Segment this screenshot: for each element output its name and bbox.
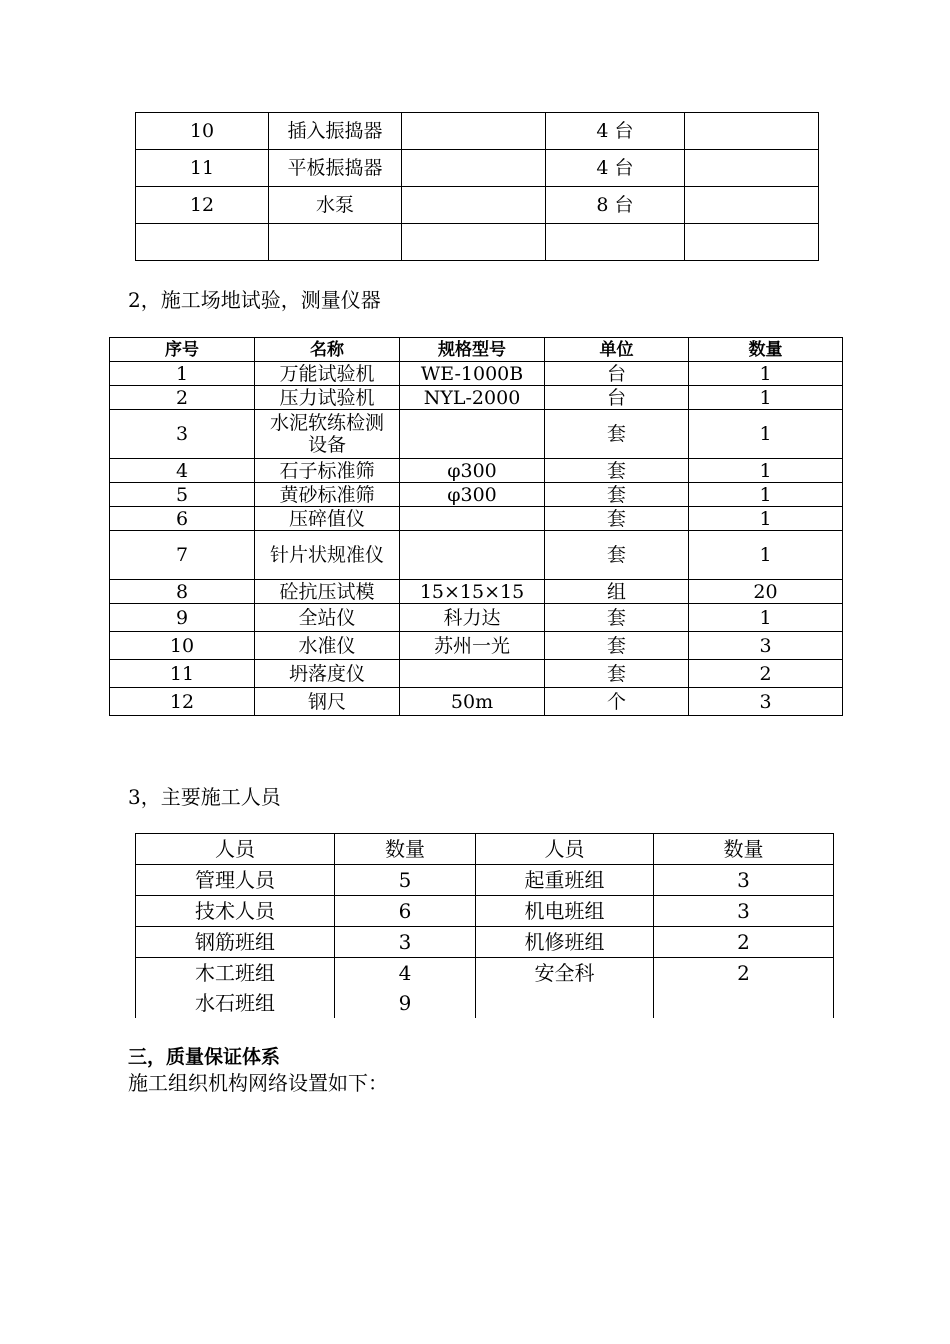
section-heading: 3，主要施工人员	[128, 785, 281, 809]
table-cell: 1	[689, 386, 843, 410]
table-cell: 4	[335, 958, 476, 989]
table-cell: 插入振捣器	[269, 113, 402, 150]
table-cell: 4 台	[546, 113, 685, 150]
table-cell: 2	[654, 927, 834, 958]
table-row	[110, 604, 843, 632]
table-row	[136, 958, 834, 989]
table-cell: 水泵	[269, 187, 402, 224]
table-cell: 砼抗压试模	[255, 580, 400, 604]
table-cell: 1	[689, 483, 843, 507]
table-row	[110, 531, 843, 580]
table-cell: 2	[654, 958, 834, 989]
table-cell: 4	[110, 459, 255, 483]
table-cell: φ300	[400, 459, 545, 483]
table-cell: 坍落度仪	[255, 660, 400, 688]
table-cell: 7	[110, 531, 255, 580]
table-cell	[402, 150, 546, 187]
table-cell: 6	[335, 896, 476, 927]
table-cell: 苏州一光	[400, 632, 545, 660]
table-cell	[402, 113, 546, 150]
table-cell	[685, 150, 819, 187]
table-cell: 12	[136, 187, 269, 224]
table-row	[110, 507, 843, 531]
table-cell: 压碎值仪	[255, 507, 400, 531]
table-cell: 套	[545, 531, 689, 580]
table-cell: 套	[545, 410, 689, 459]
table-cell: 石子标准筛	[255, 459, 400, 483]
table-cell: 水石班组	[136, 988, 335, 1018]
table-cell: 万能试验机	[255, 362, 400, 386]
table-cell: 6	[110, 507, 255, 531]
table-cell: 2	[689, 660, 843, 688]
table-cell: 2	[110, 386, 255, 410]
table-cell	[476, 988, 654, 1018]
table-cell: 8	[110, 580, 255, 604]
table-row	[110, 386, 843, 410]
table-cell: 10	[110, 632, 255, 660]
table-row	[110, 410, 843, 459]
table-cell: 9	[110, 604, 255, 632]
table-cell: 套	[545, 632, 689, 660]
column-header: 序号	[110, 338, 255, 362]
column-header: 单位	[545, 338, 689, 362]
table-header-row	[136, 834, 834, 865]
table-cell: 组	[545, 580, 689, 604]
table-row	[136, 187, 819, 224]
table-cell	[400, 531, 545, 580]
instrument-table	[109, 337, 843, 716]
table-cell: 全站仪	[255, 604, 400, 632]
table-cell: 管理人员	[136, 865, 335, 896]
table-cell: 个	[545, 688, 689, 716]
table-cell: 15×15×15	[400, 580, 545, 604]
table-cell: 机修班组	[476, 927, 654, 958]
table-cell: 4 台	[546, 150, 685, 187]
table-cell: 机电班组	[476, 896, 654, 927]
table-cell: 台	[545, 386, 689, 410]
table-cell: 3	[689, 632, 843, 660]
table-cell	[400, 410, 545, 459]
table-cell: 黄砂标准筛	[255, 483, 400, 507]
table-cell: 10	[136, 113, 269, 150]
table-cell: 3	[689, 688, 843, 716]
table-row	[110, 459, 843, 483]
column-header: 规格型号	[400, 338, 545, 362]
table-cell: 5	[110, 483, 255, 507]
column-header: 人员	[136, 834, 335, 865]
table-cell: 套	[545, 483, 689, 507]
table-cell: 3	[654, 896, 834, 927]
table-cell: 水泥软练检测设备	[255, 410, 400, 459]
table-cell: 12	[110, 688, 255, 716]
table-cell	[546, 224, 685, 261]
table-cell	[654, 988, 834, 1018]
column-header: 人员	[476, 834, 654, 865]
table-cell: 套	[545, 459, 689, 483]
table-cell: 套	[545, 660, 689, 688]
table-cell	[400, 507, 545, 531]
table-cell	[402, 187, 546, 224]
table-row	[136, 896, 834, 927]
table-cell: 压力试验机	[255, 386, 400, 410]
table-row	[110, 362, 843, 386]
personnel-table	[135, 833, 834, 1018]
table-cell: 20	[689, 580, 843, 604]
table-cell: 3	[110, 410, 255, 459]
table-cell	[685, 224, 819, 261]
table-cell	[402, 224, 546, 261]
column-header: 名称	[255, 338, 400, 362]
table-cell: 1	[689, 531, 843, 580]
table-cell	[400, 660, 545, 688]
table-row	[110, 688, 843, 716]
table-row	[136, 927, 834, 958]
table-cell: 平板振捣器	[269, 150, 402, 187]
table-cell	[269, 224, 402, 261]
table-cell: 套	[545, 507, 689, 531]
table-cell	[685, 187, 819, 224]
table-cell: 1	[110, 362, 255, 386]
table-cell: 11	[110, 660, 255, 688]
table-row	[110, 580, 843, 604]
table-cell: 技术人员	[136, 896, 335, 927]
table-row	[110, 483, 843, 507]
table-cell: 钢尺	[255, 688, 400, 716]
table-cell: 50m	[400, 688, 545, 716]
column-header: 数量	[335, 834, 476, 865]
table-row	[136, 150, 819, 187]
table-cell: 钢筋班组	[136, 927, 335, 958]
table-cell: φ300	[400, 483, 545, 507]
table-cell	[136, 224, 269, 261]
table-cell: 木工班组	[136, 958, 335, 989]
table-cell: 水准仪	[255, 632, 400, 660]
paragraph: 施工组织机构网络设置如下：	[128, 1071, 388, 1095]
column-header: 数量	[654, 834, 834, 865]
table-header-row	[110, 338, 843, 362]
table-cell: 针片状规准仪	[255, 531, 400, 580]
table-cell: 1	[689, 507, 843, 531]
table-cell: 1	[689, 604, 843, 632]
table-cell: 9	[335, 988, 476, 1018]
table-cell: 5	[335, 865, 476, 896]
table-cell: 安全科	[476, 958, 654, 989]
table-cell: 台	[545, 362, 689, 386]
table-cell: 3	[335, 927, 476, 958]
table-cell: 起重班组	[476, 865, 654, 896]
table-row	[136, 865, 834, 896]
table-cell: 11	[136, 150, 269, 187]
table-cell: 科力达	[400, 604, 545, 632]
table-cell: 1	[689, 410, 843, 459]
table-row	[110, 632, 843, 660]
table-cell: 8 台	[546, 187, 685, 224]
section-heading-quality: 三，质量保证体系	[128, 1046, 281, 1068]
table-row	[110, 660, 843, 688]
table-row	[136, 224, 819, 261]
column-header: 数量	[689, 338, 843, 362]
table-cell	[685, 113, 819, 150]
table-row	[136, 113, 819, 150]
table-cell: 1	[689, 362, 843, 386]
table-cell: 套	[545, 604, 689, 632]
table-cell: WE-1000B	[400, 362, 545, 386]
table-cell: 3	[654, 865, 834, 896]
equipment-table-continued	[135, 112, 819, 261]
table-row	[136, 988, 834, 1018]
table-cell: 1	[689, 459, 843, 483]
section-heading: 2，施工场地试验，测量仪器	[128, 288, 381, 312]
table-cell: NYL-2000	[400, 386, 545, 410]
